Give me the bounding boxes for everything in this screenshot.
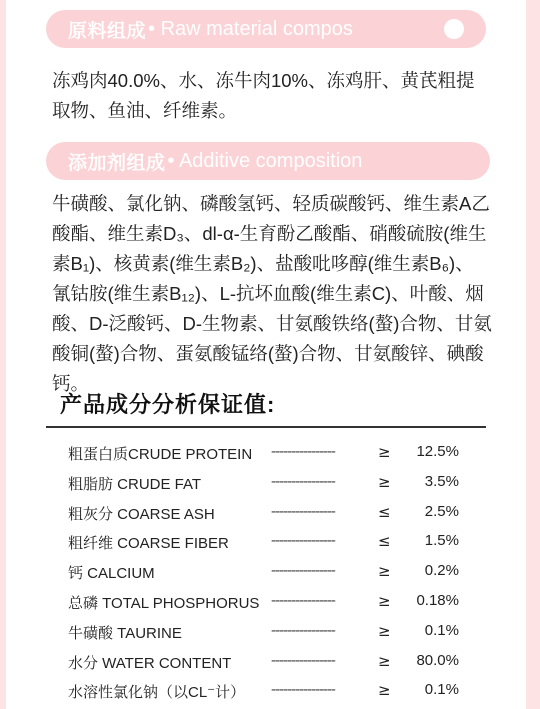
row-operator: ≤ <box>378 532 391 551</box>
raw-material-banner <box>46 10 486 48</box>
right-side-strip <box>526 0 540 709</box>
row-name: 粗脂肪 CRUDE FAT <box>68 475 202 493</box>
row-value: 0.1% <box>424 621 459 639</box>
row-name: 粗蛋白质CRUDE PROTEIN <box>68 446 253 463</box>
analysis-row <box>68 675 468 705</box>
row-dashes: ---------------- <box>271 681 335 699</box>
row-operator: ≥ <box>378 472 391 491</box>
analysis-row <box>68 497 468 527</box>
analysis-table <box>68 437 468 705</box>
row-name: 粗纤维 COARSE FIBER <box>68 535 229 553</box>
row-operator: ≤ <box>378 502 391 521</box>
row-dashes: ---------------- <box>271 472 335 490</box>
row-value: 0.2% <box>424 562 459 580</box>
row-value: 0.1% <box>424 681 459 699</box>
additive-banner <box>46 142 490 180</box>
row-operator: ≥ <box>378 591 391 610</box>
divider <box>46 426 486 428</box>
row-value: 80.0% <box>416 651 459 669</box>
row-dashes: ---------------- <box>271 502 335 520</box>
row-dashes: ---------------- <box>271 621 335 639</box>
row-name: 水溶性氯化钠（以CL⁻计） <box>68 684 246 702</box>
row-operator: ≥ <box>378 621 391 640</box>
row-dashes: ---------------- <box>271 562 335 580</box>
analysis-row <box>68 526 468 556</box>
row-value: 3.5% <box>424 472 459 490</box>
analysis-row <box>68 437 468 467</box>
analysis-row <box>68 467 468 497</box>
analysis-row <box>68 586 468 616</box>
row-name: 总磷 TOTAL PHOSPHORUS <box>68 594 260 612</box>
additive-text: 牛磺酸、氯化钠、磷酸氢钙、轻质碳酸钙、维生素A乙酸酯、维生素D₃、dl-α-生育酚乙酸酯、硝酸硫胺(维生素B₁)、核黄素(维生素B₂)、盐酸吡哆醇(维生素B₆)、氰钴胺(维生素B₁₂)、L-抗坏血酸(维生素C)、叶酸、烟酸、D-泛酸钙、D-生物素、甘氨酸铁络(螯)合物、甘氨酸铜(螯)合物、蛋氨酸锰络(螯)合物、甘氨酸锌、碘酸钙。 <box>52 193 492 394</box>
circle-dot-icon <box>444 19 464 39</box>
row-value: 12.5% <box>416 443 459 460</box>
additive-title-en: • Additive composition <box>167 149 363 172</box>
row-name: 水分 WATER CONTENT <box>68 654 232 672</box>
row-operator: ≥ <box>378 681 391 700</box>
raw-material-title-en: • Raw material compos <box>148 17 353 40</box>
analysis-row <box>68 646 468 676</box>
raw-material-title-cn: 原料组成 <box>68 20 147 42</box>
row-name: 钙 CALCIUM <box>68 565 155 583</box>
row-operator: ≥ <box>378 562 391 581</box>
analysis-title: 产品成分分析保证值: <box>60 392 276 417</box>
row-dashes: ---------------- <box>271 443 335 460</box>
left-side-strip <box>0 0 6 709</box>
raw-material-text: 冻鸡肉40.0%、水、冻牛肉10%、冻鸡肝、黄芪粗提取物、鱼油、纤维素。 <box>52 70 475 121</box>
row-operator: ≥ <box>378 443 391 461</box>
row-name: 牛磺酸 TAURINE <box>68 624 182 642</box>
row-dashes: ---------------- <box>271 651 335 669</box>
additive-title-cn: 添加剂组成 <box>68 152 166 174</box>
row-dashes: ---------------- <box>271 532 335 550</box>
row-value: 0.18% <box>416 591 459 609</box>
row-name: 粗灰分 COARSE ASH <box>68 505 215 523</box>
row-value: 2.5% <box>424 502 459 520</box>
analysis-row <box>68 556 468 586</box>
row-operator: ≥ <box>378 651 391 670</box>
row-value: 1.5% <box>424 532 459 550</box>
analysis-row <box>68 616 468 646</box>
row-dashes: ---------------- <box>271 591 335 609</box>
